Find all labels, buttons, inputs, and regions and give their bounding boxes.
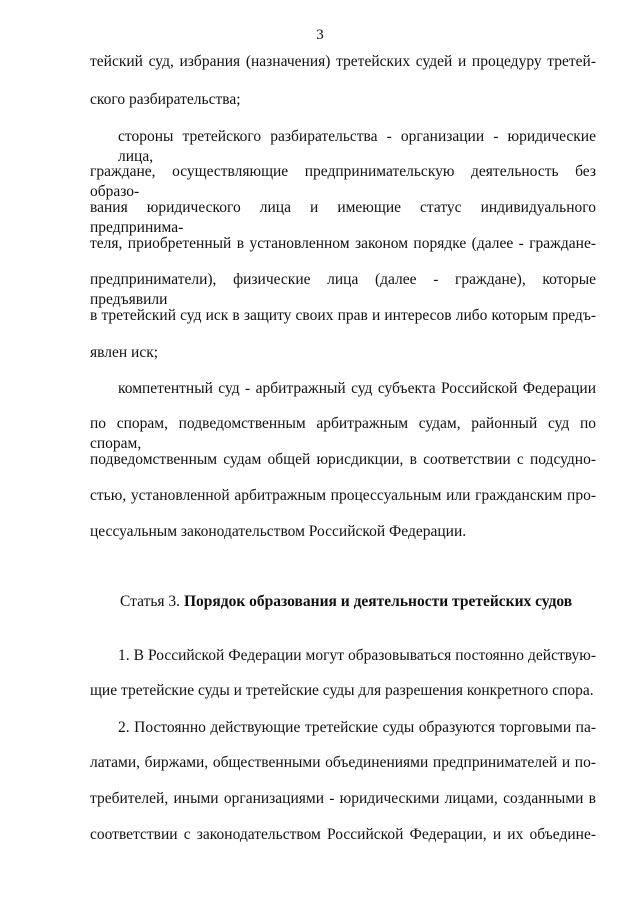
- text-line: латами, биржами, общественными объединениями предпринимателей и по-: [90, 754, 596, 771]
- text-line: теля, приобретенный в установленном законом порядке (далее - граждане-: [90, 235, 596, 252]
- text-line: 1. В Российской Федерации могут образовываться постоянно действую-: [118, 647, 596, 664]
- text-line: ского разбирательства;: [90, 91, 241, 108]
- text-line: стью, установленной арбитражным процессуальным или гражданским про-: [90, 487, 596, 504]
- text-line: в третейский суд иск в защиту своих прав и интересов либо которым предъ-: [90, 307, 596, 324]
- text-line: тейский суд, избрания (назначения) третейских судей и процедуру третей-: [90, 53, 596, 70]
- page-number: 3: [316, 27, 324, 43]
- text-line: граждане, осуществляющие предпринимательскую деятельность без образо-: [90, 163, 596, 200]
- text-line: явлен иск;: [90, 344, 159, 361]
- text-line: цессуальным законодательством Российской Федерации.: [90, 523, 467, 540]
- text-line: предприниматели), физические лица (далее - граждане), которые предъявили: [90, 271, 596, 308]
- text-line: подведомственным судам общей юрисдикции, в соответствии с подсудно-: [90, 451, 596, 468]
- article-title: Порядок образования и деятельности третейских судов: [183, 593, 573, 610]
- text-line: соответствии с законодательством Российской Федерации, и их объедине-: [90, 826, 596, 843]
- text-line: требителей, иными организациями - юридическими лицами, созданными в: [90, 790, 596, 807]
- text-line: щие третейские суды и третейские суды для разрешения конкретного спора.: [90, 682, 594, 699]
- text-line: 2. Постоянно действующие третейские суды образуются торговыми па-: [118, 719, 596, 736]
- article-heading: [120, 592, 572, 612]
- article-prefix: Статья 3.: [120, 593, 181, 610]
- text-line: стороны третейского разбирательства - организации - юридические лица,: [118, 128, 596, 165]
- text-line: вания юридического лица и имеющие статус индивидуального предпринима-: [90, 199, 596, 236]
- text-line: по спорам, подведомственным арбитражным судам, районный суд по спорам,: [90, 415, 596, 452]
- text-line: компетентный суд - арбитражный суд субъекта Российской Федерации: [118, 380, 596, 397]
